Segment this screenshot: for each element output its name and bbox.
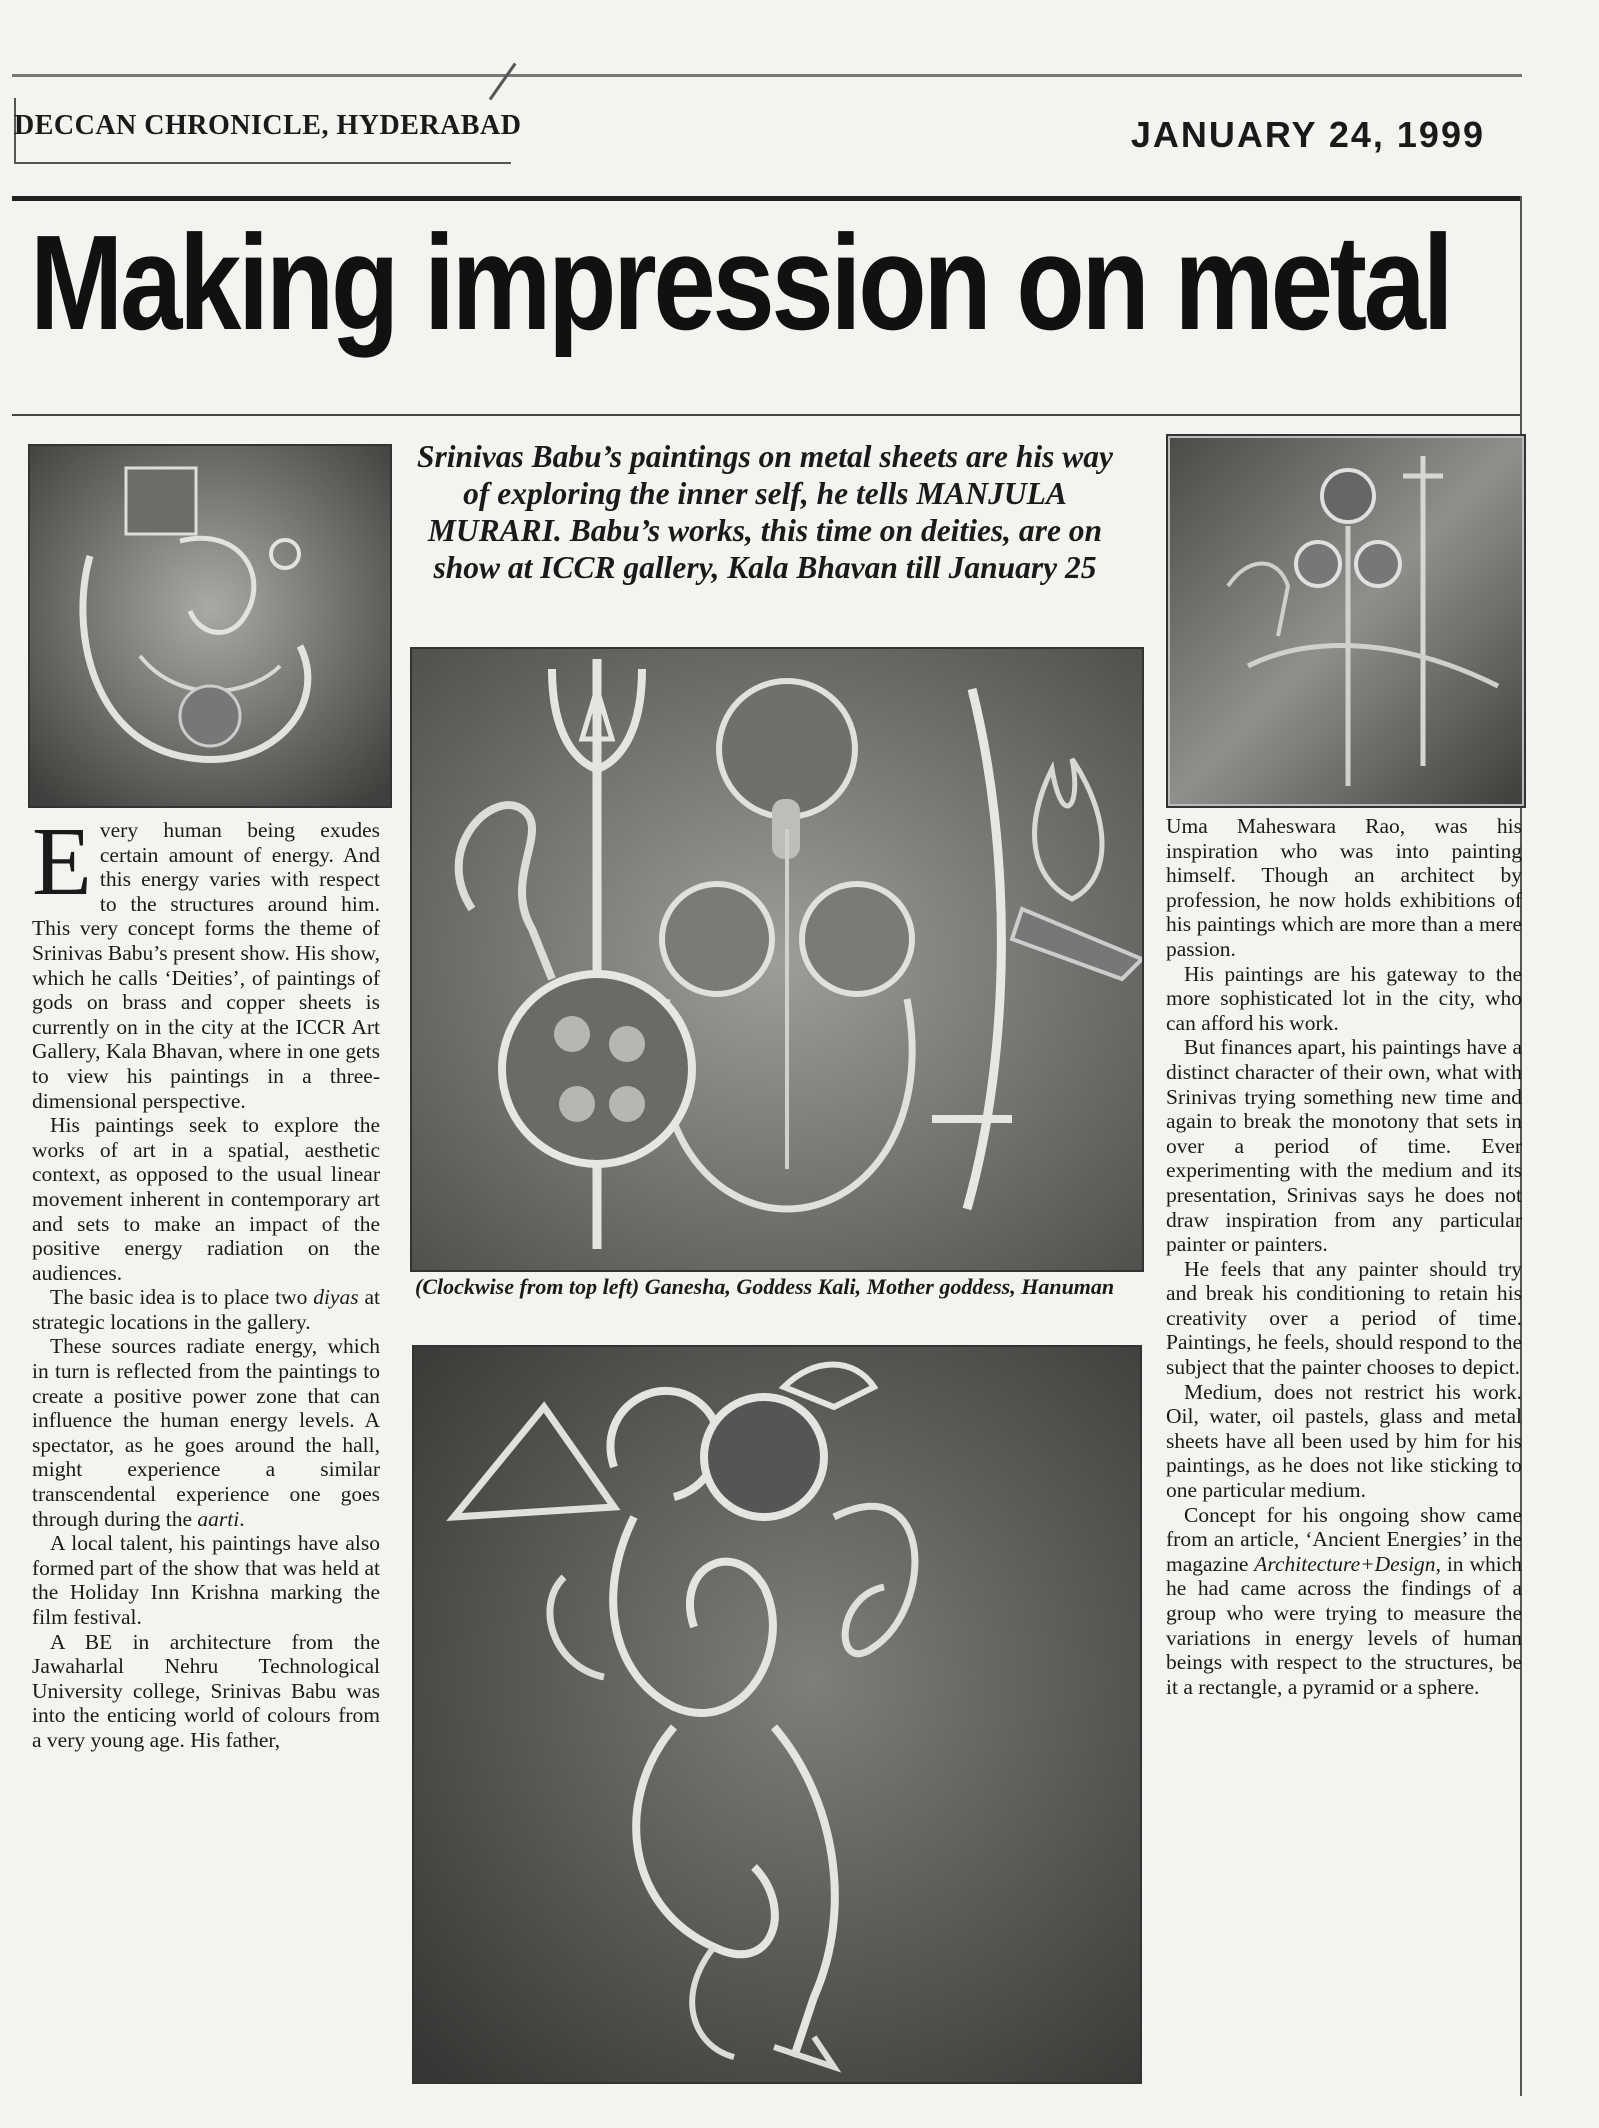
paragraph-3	[32, 1285, 380, 1334]
publication-date: JANUARY 24, 1999	[1130, 114, 1485, 155]
drop-cap: E	[32, 808, 92, 916]
paragraph-3-text-b: at strategic locations in the gallery.	[32, 1285, 380, 1334]
standfirst: Srinivas Babu’s paintings on metal sheets are his way of exploring the inner self, he tells MANJULA MURARI. Babu’s works, this time on deities, are on show at ICCR gallery, Kala Bhavan till January 25	[416, 439, 1114, 585]
article-column-right	[1166, 814, 1522, 1699]
photo-goddess-kali	[410, 647, 1144, 1272]
paragraph-10: He feels that any painter should try and break his conditioning to retain his creativity over a period of time. Paintings, he feels, should respond to the subject that the painter chooses to depict.	[1166, 1256, 1522, 1380]
paragraph-2: His paintings seek to explore the works of art in a spatial, aesthetic context, as opposed to the usual linear movement inherent in contemporary art and sets to make an impact of the positive energy radiation on the audiences.	[32, 1113, 380, 1285]
paragraph-12-text-a: Concept for his ongoing show came from an article, ‘Ancient Energies’ in the magazine	[1166, 1502, 1522, 1576]
paragraph-7: Uma Maheswara Rao, was his inspiration who was into painting himself. Though an architect by profession, he now holds exhibitions of his paintings which are more than a mere passion.	[1166, 814, 1522, 961]
photo-mother-goddess	[1166, 434, 1526, 808]
article-column-left	[32, 808, 380, 1753]
photo-hanuman	[412, 1345, 1142, 2084]
top-rule	[12, 74, 1522, 77]
paragraph-3-text-a: The basic idea is to place two	[50, 1285, 308, 1310]
paragraph-12	[1166, 1503, 1522, 1700]
paragraph-12-text-b: , in which he had came across the findings of a group who were trying to measure the variations in energy levels of human beings with respect to the structures, be it a rectangle, a pyramid or a sphere.	[1166, 1551, 1522, 1699]
paragraph-4-text-b: .	[239, 1506, 245, 1531]
paragraph-9: But finances apart, his paintings have a distinct character of their own, what with Srinivas trying something new time and again to break the monotony that sets in over a period of time. Ever experimenting with the medium and its presentation, Srinivas says he does not draw inspiration from any particular painter or painters.	[1166, 1035, 1522, 1257]
headline: Making impression on metal	[30, 207, 1451, 358]
newspaper-name: DECCAN CHRONICLE, HYDERABAD	[14, 110, 522, 141]
paragraph-1	[32, 808, 380, 1113]
paragraph-1-text: very human being exudes certain amount of energy. And this energy varies with respect to the structures around him. This very concept forms the theme of Srinivas Babu’s present show. His show, which he calls ‘Deities’, of paintings of gods on brass and copper sheets is currently on in the city at the ICCR Art Gallery, Kala Bhavan, where in one gets to view his paintings in a three-dimensional perspective.	[32, 818, 380, 1113]
paragraph-3-italic: diyas	[313, 1285, 359, 1310]
paragraph-8: His paintings are his gateway to the more sophisticated lot in the city, who can afford his work.	[1166, 961, 1522, 1035]
headline-rule	[12, 414, 1522, 416]
masthead-slash	[489, 63, 517, 101]
paragraph-4-text-a: These sources radiate energy, which in turn is reflected from the paintings to create a positive power zone that can influence the human energy levels. A spectator, as he goes around the hall, might experience a similar transcendental experience one goes through during the	[32, 1334, 380, 1531]
photo-caption: (Clockwise from top left) Ganesha, Goddess Kali, Mother goddess, Hanuman	[415, 1274, 1115, 1299]
photo-ganesha	[28, 444, 392, 808]
paragraph-4-italic: aarti	[197, 1506, 240, 1531]
paragraph-6: A BE in architecture from the Jawaharlal Nehru Technological University college, Srinivas Babu was into the enticing world of colours from a very young age. His father,	[32, 1629, 380, 1752]
paragraph-4	[32, 1334, 380, 1531]
masthead-rule	[12, 196, 1522, 201]
magazine-title: Architecture+Design	[1254, 1551, 1436, 1576]
paragraph-11: Medium, does not restrict his work. Oil, water, oil pastels, glass and metal sheets have all been used by him for his paintings, as he does not like sticking to one particular medium.	[1166, 1379, 1522, 1503]
paragraph-5: A local talent, his paintings have also formed part of the show that was held at the Holiday Inn Krishna marking the film festival.	[32, 1531, 380, 1629]
